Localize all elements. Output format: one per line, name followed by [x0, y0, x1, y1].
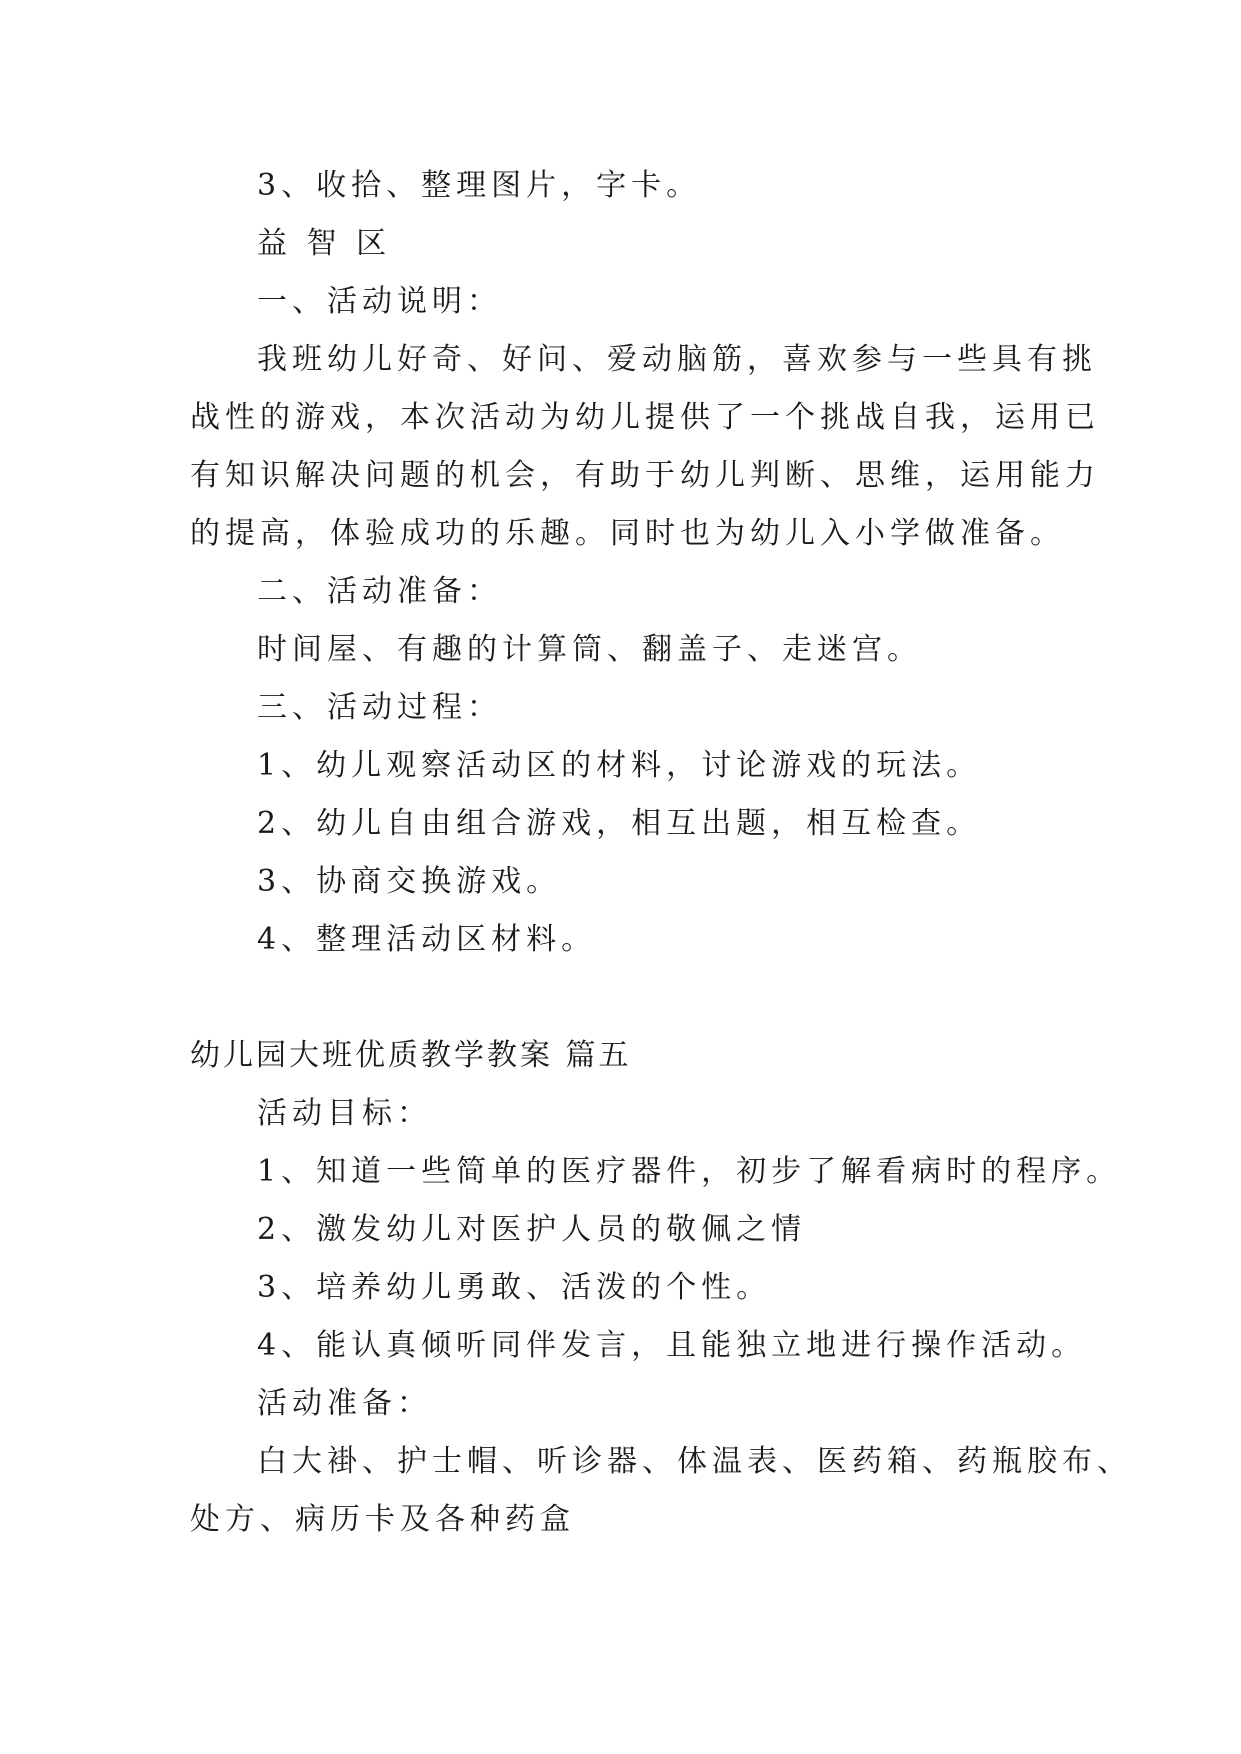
text-line: 3、收拾、整理图片，字卡。 — [257, 168, 702, 203]
text-line: 三、活动过程： — [257, 690, 502, 725]
text-line: 一、活动说明： — [257, 284, 502, 319]
list-item: 1、幼儿观察活动区的材料，讨论游戏的玩法。 — [257, 748, 982, 783]
list-item: 3、培养幼儿勇敢、活泼的个性。 — [257, 1270, 772, 1305]
list-item: 2、幼儿自由组合游戏，相互出题，相互检查。 — [257, 806, 982, 841]
paragraph-line: 白大褂、护士帽、听诊器、体温表、医药箱、药瓶胶布、 — [257, 1444, 1132, 1479]
paragraph-line: 处方、病历卡及各种药盒 — [190, 1502, 575, 1537]
paragraph-line: 有知识解决问题的机会，有助于幼儿判断、思维，运用能力 — [190, 458, 1100, 493]
paragraph-line: 战性的游戏，本次活动为幼儿提供了一个挑战自我，运用已 — [190, 400, 1100, 435]
section-heading-puzzle-area: 益 智 区 — [257, 226, 392, 261]
paragraph-line: 我班幼儿好奇、好问、爱动脑筋，喜欢参与一些具有挑 — [257, 342, 1097, 377]
list-item: 3、协商交换游戏。 — [257, 864, 562, 899]
text-line: 时间屋、有趣的计算筒、翻盖子、走迷宫。 — [257, 632, 922, 667]
paragraph-line: 的提高，体验成功的乐趣。同时也为幼儿入小学做准备。 — [190, 516, 1065, 551]
text-line: 二、活动准备： — [257, 574, 502, 609]
list-item: 1、知道一些简单的医疗器件，初步了解看病时的程序。 — [257, 1154, 1122, 1189]
list-item: 4、整理活动区材料。 — [257, 922, 597, 957]
section-title: 幼儿园大班优质教学教案 篇五 — [190, 1038, 632, 1073]
text-line: 活动准备： — [257, 1386, 432, 1421]
list-item: 4、能认真倾听同伴发言，且能独立地进行操作活动。 — [257, 1328, 1087, 1363]
list-item: 2、激发幼儿对医护人员的敬佩之情 — [257, 1212, 807, 1247]
text-line: 活动目标： — [257, 1096, 432, 1131]
